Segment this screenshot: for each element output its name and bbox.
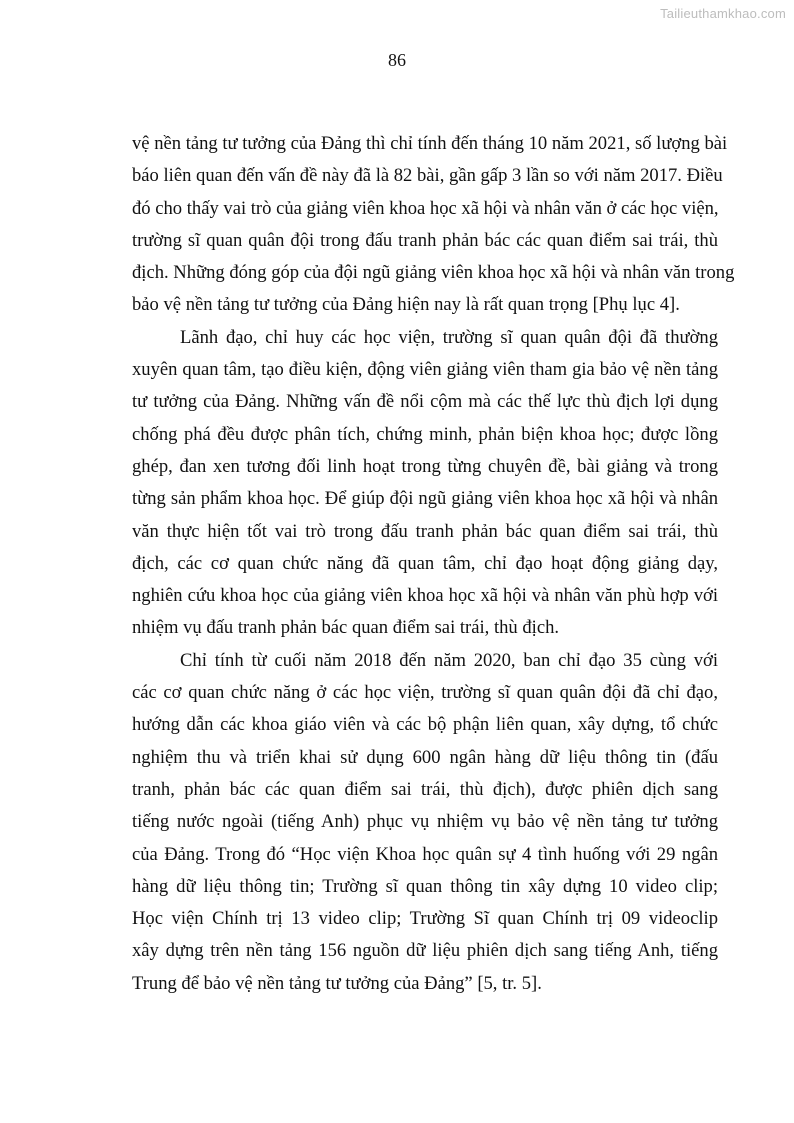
text-line: địch. Những đóng góp của đội ngũ giảng viên khoa học xã hội và nhân văn trong [132, 262, 735, 284]
paragraph-1 [132, 128, 735, 322]
text-line: hàng dữ liệu thông tin; Trường sĩ quan thông tin xây dựng 10 video clip; [132, 875, 718, 897]
text-line: vệ nền tảng tư tưởng của Đảng thì chỉ tính đến tháng 10 năm 2021, số lượng bài [132, 133, 728, 154]
text-line: của Đảng. Trong đó “Học viện Khoa học quân sự 4 tình huống với 29 ngân [132, 843, 718, 865]
text-line: ghép, đan xen tương đối linh hoạt trong từng chuyên đề, bài giảng và trong [132, 455, 718, 477]
paragraph-3 [132, 645, 718, 1000]
watermark-text: Tailieuthamkhao.com [660, 6, 786, 21]
text-line: hướng dẫn các khoa giáo viên và các bộ phận liên quan, xây dựng, tổ chức [132, 714, 718, 736]
paragraph-2 [132, 322, 718, 645]
text-line: địch, các cơ quan chức năng đã quan tâm, chỉ đạo hoạt động giảng dạy, [132, 552, 718, 574]
text-line: các cơ quan chức năng ở các học viện, trường sĩ quan quân đội đã chỉ đạo, [132, 682, 718, 704]
text-line: Lãnh đạo, chỉ huy các học viện, trường sĩ quan quân đội đã thường [180, 326, 718, 348]
text-line: tiếng nước ngoài (tiếng Anh) phục vụ nhiệm vụ bảo vệ nền tảng tư tưởng [132, 811, 718, 833]
text-line: Trung để bảo vệ nền tảng tư tưởng của Đảng” [5, tr. 5]. [132, 972, 542, 994]
text-line: bảo vệ nền tảng tư tưởng của Đảng hiện nay là rất quan trọng [Phụ lục 4]. [132, 294, 680, 316]
text-line: xây dựng trên nền tảng 156 nguồn dữ liệu phiên dịch sang tiếng Anh, tiếng [132, 940, 718, 962]
page-number: 86 [388, 50, 406, 70]
document-body [132, 128, 735, 1000]
text-line: nhiệm vụ đấu tranh phản bác quan điểm sai trái, thù địch. [132, 617, 560, 639]
text-line: từng sản phẩm khoa học. Để giúp đội ngũ giảng viên khoa học xã hội và nhân [132, 488, 718, 510]
text-line: tranh, phản bác các quan điểm sai trái, thù địch), được phiên dịch sang [132, 778, 718, 800]
text-line: trường sĩ quan quân đội trong đấu tranh phản bác các quan điểm sai trái, thù [132, 229, 718, 251]
text-line: nghiên cứu khoa học của giảng viên khoa học xã hội và nhân văn phù hợp với [132, 585, 718, 607]
text-line: văn thực hiện tốt vai trò trong đấu tranh phản bác quan điểm sai trái, thù [132, 520, 718, 542]
text-line: đó cho thấy vai trò của giảng viên khoa học xã hội và nhân văn ở các học viện, [132, 197, 719, 219]
text-line: nghiệm thu và triển khai sử dụng 600 ngân hàng dữ liệu thông tin (đấu [132, 746, 718, 768]
text-line: báo liên quan đến vấn đề này đã là 82 bài, gần gấp 3 lần so với năm 2017. Điều [132, 165, 723, 187]
text-line: Học viện Chính trị 13 video clip; Trường Sĩ quan Chính trị 09 videoclip [132, 908, 718, 930]
text-line: Chỉ tính từ cuối năm 2018 đến năm 2020, ban chỉ đạo 35 cùng với [180, 649, 718, 671]
text-line: xuyên quan tâm, tạo điều kiện, động viên giảng viên tham gia bảo vệ nền tảng [132, 359, 718, 381]
text-line: chống phá đều được phân tích, chứng minh, phản biện khoa học; được lồng [132, 423, 718, 445]
text-line: tư tưởng của Đảng. Những vấn đề nổi cộm mà các thế lực thù địch lợi dụng [132, 391, 718, 413]
